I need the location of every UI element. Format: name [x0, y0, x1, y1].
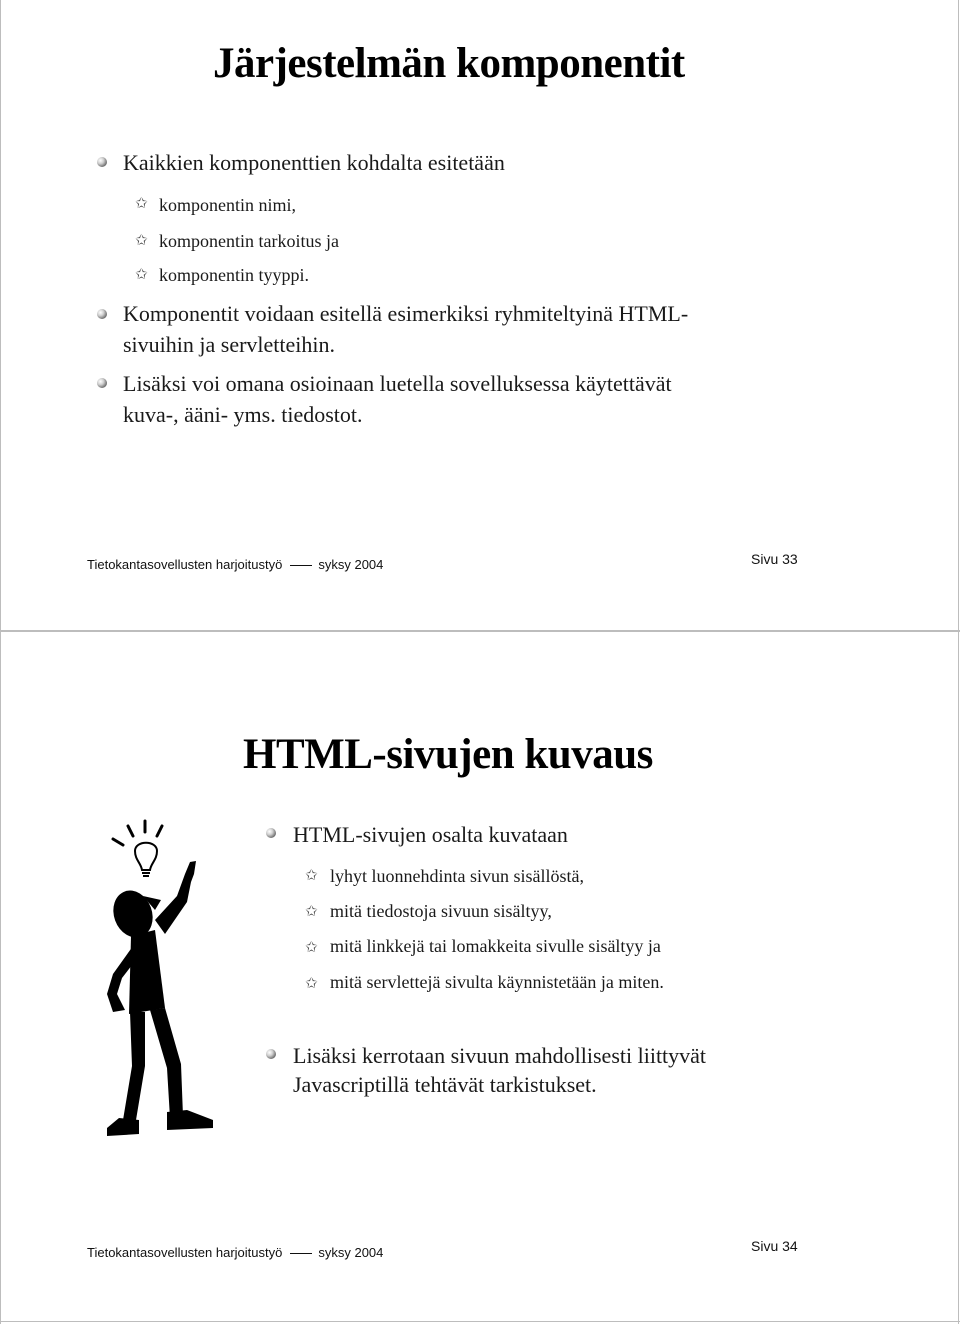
- page-number: Sivu 34: [751, 1238, 798, 1254]
- round-bullet-icon: [97, 157, 107, 167]
- bullet-text: Komponentit voidaan esitellä esimerkiksi ryhmiteltyinä HTML-: [123, 301, 689, 326]
- star-bullet-icon: ✩: [135, 231, 148, 249]
- slide-footer: [87, 557, 383, 572]
- star-bullet-icon: ✩: [135, 194, 148, 212]
- slide-title: Järjestelmän komponentit: [213, 40, 685, 87]
- footer-dash: [290, 1253, 312, 1254]
- slide-border-right: [958, 0, 959, 631]
- round-bullet-icon: [97, 309, 107, 319]
- star-bullet-icon: ✩: [305, 974, 318, 992]
- slide-border-right: [958, 631, 959, 1324]
- bullet-text: HTML-sivujen osalta kuvataan: [293, 822, 568, 847]
- idea-stick-figure-icon: [95, 816, 235, 1151]
- sub-bullet-text: mitä tiedostoja sivuun sisältyy,: [330, 901, 552, 921]
- star-bullet-icon: ✩: [305, 866, 318, 884]
- bullet-text-continued: kuva-, ääni- yms. tiedostot.: [123, 402, 363, 427]
- slide-33: [0, 0, 960, 631]
- sub-bullet-text: komponentin tyyppi.: [159, 265, 309, 285]
- bullet-text: Lisäksi kerrotaan sivuun mahdollisesti liittyvät: [293, 1043, 707, 1068]
- sub-bullet-text: mitä servlettejä sivulta käynnistetään ja miten.: [330, 972, 664, 992]
- footer-term: syksy 2004: [318, 557, 384, 572]
- round-bullet-icon: [266, 1049, 276, 1059]
- footer-dash: [290, 565, 312, 566]
- round-bullet-icon: [266, 828, 276, 838]
- sub-bullet-text: lyhyt luonnehdinta sivun sisällöstä,: [330, 866, 584, 886]
- bullet-text-continued: sivuihin ja servletteihin.: [123, 332, 336, 357]
- footer-course: Tietokantasovellusten harjoitustyö: [87, 557, 283, 572]
- slide-border-left: [0, 0, 1, 631]
- footer-course: Tietokantasovellusten harjoitustyö: [87, 1245, 283, 1260]
- bullet-text: Lisäksi voi omana osioinaan luetella sovelluksessa käytettävät: [123, 371, 672, 396]
- star-bullet-icon: ✩: [305, 938, 318, 956]
- sub-bullet-text: mitä linkkejä tai lomakkeita sivulle sisältyy ja: [330, 936, 661, 956]
- slide-border-top: [0, 631, 960, 632]
- star-bullet-icon: ✩: [305, 902, 318, 920]
- sub-bullet-text: komponentin nimi,: [159, 195, 296, 215]
- bullet-text-continued: Javascriptillä tehtävät tarkistukset.: [293, 1072, 597, 1097]
- page-number: Sivu 33: [751, 551, 798, 567]
- slide-footer: [87, 1245, 383, 1260]
- sub-bullet-text: komponentin tarkoitus ja: [159, 231, 339, 251]
- slide-34: [0, 631, 960, 1324]
- slide-border-left: [0, 631, 1, 1324]
- footer-term: syksy 2004: [318, 1245, 384, 1260]
- round-bullet-icon: [97, 378, 107, 388]
- slide-title: HTML-sivujen kuvaus: [243, 731, 653, 778]
- bullet-text: Kaikkien komponenttien kohdalta esitetään: [123, 150, 505, 175]
- slide-border-bottom: [0, 1321, 960, 1322]
- star-bullet-icon: ✩: [135, 265, 148, 283]
